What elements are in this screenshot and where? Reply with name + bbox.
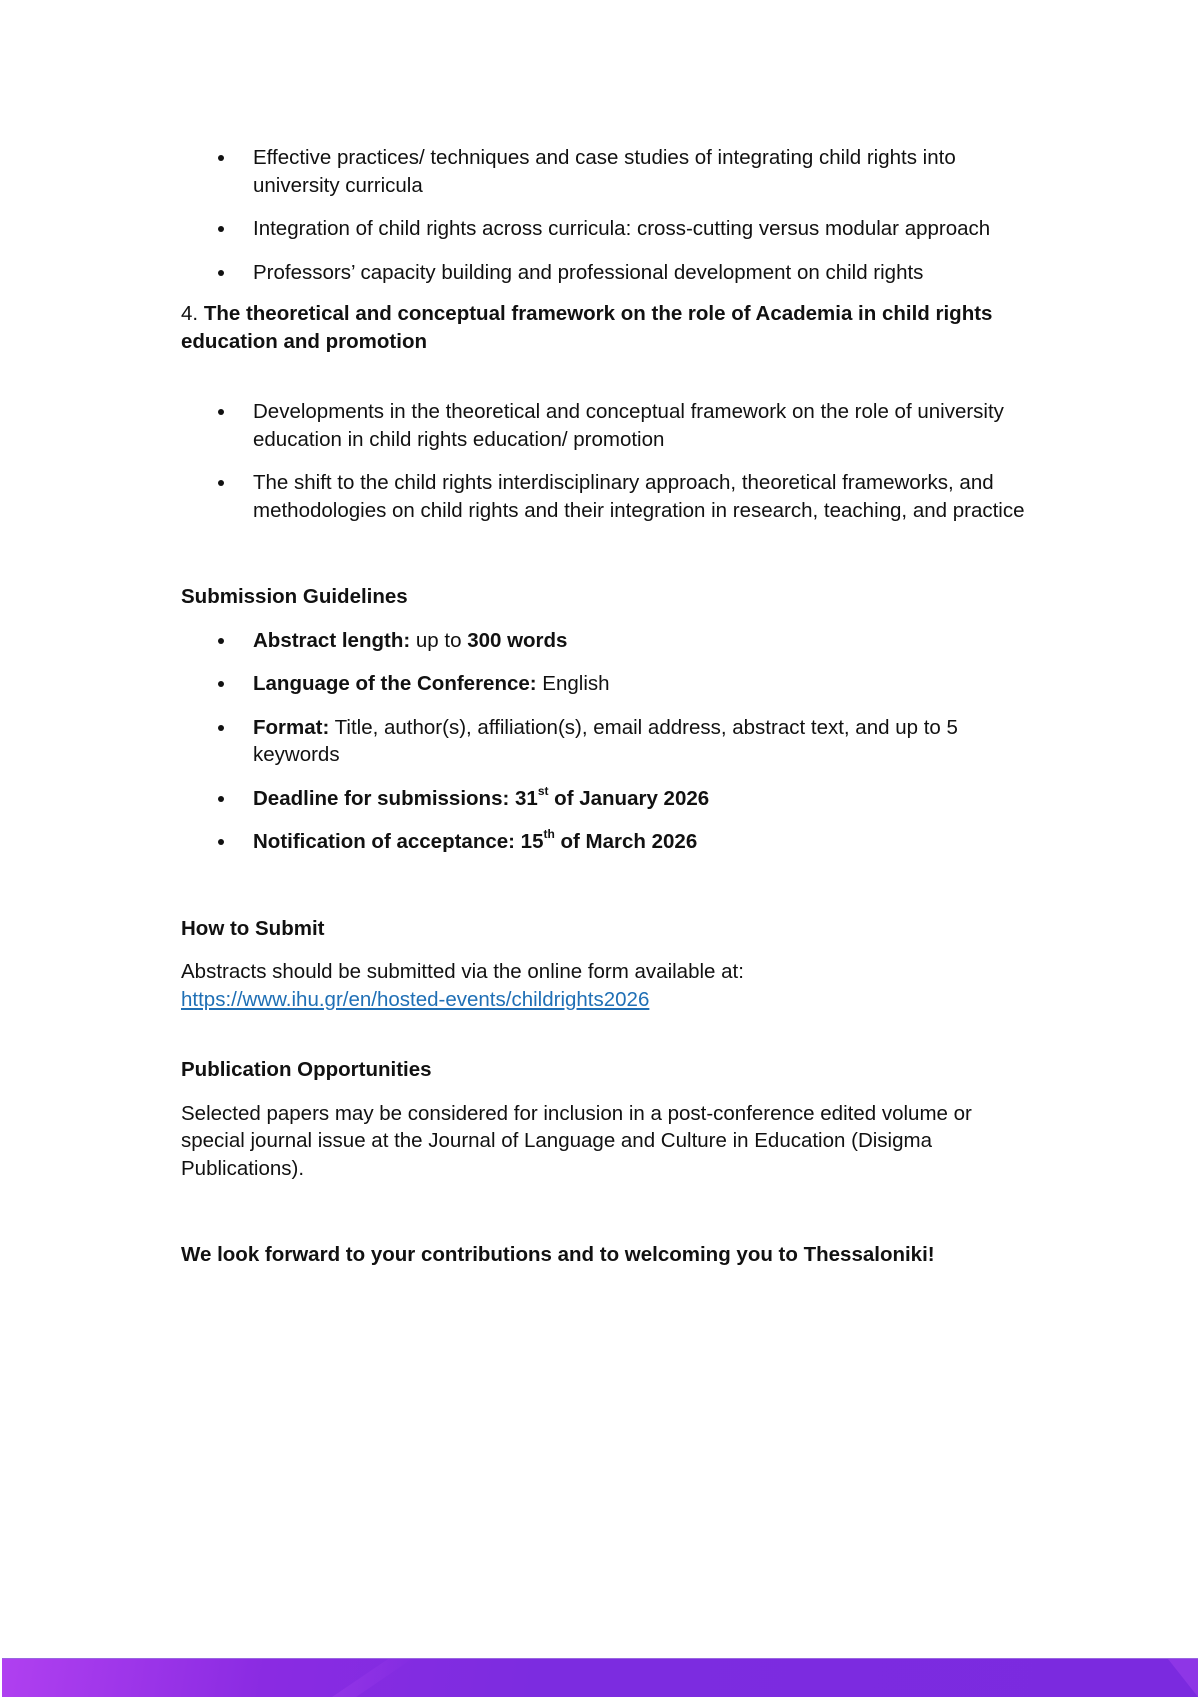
closing-message: We look forward to your contributions and to welcoming you to Thessaloniki! <box>181 1243 935 1266</box>
how-to-submit-title: How to Submit <box>181 916 325 940</box>
topic4-heading <box>181 300 1026 355</box>
topic4-bullet-list <box>181 398 1026 524</box>
publication-opportunities-title: Publication Opportunities <box>181 1058 432 1081</box>
topic4-number: 4. <box>181 302 199 325</box>
notification-suffix: th <box>543 827 555 842</box>
footer-decorative-bar <box>2 1658 1198 1697</box>
footer-light-shard <box>332 1659 412 1697</box>
list-item: Effective practices/ techniques and case studies of integrating child rights into university curricula <box>181 144 1026 199</box>
language-item <box>181 670 1026 698</box>
language-value: English <box>536 672 610 695</box>
abstract-length-value: 300 words <box>467 628 568 652</box>
notification-rest: of March 2026 <box>554 830 698 853</box>
format-item <box>181 714 1026 769</box>
list-item: Professors’ capacity building and professional development on child rights <box>181 259 1026 287</box>
notification-text <box>253 827 698 853</box>
footer-corner-accent <box>1168 1659 1198 1697</box>
abstract-length-item <box>181 627 1026 655</box>
how-to-submit-description: Abstracts should be submitted via the online form available at: <box>181 960 744 983</box>
abstract-length-text: up to <box>410 628 468 652</box>
submission-guidelines-title: Submission Guidelines <box>181 585 408 608</box>
submission-guidelines-list <box>181 627 1026 856</box>
notification-item <box>181 828 1026 856</box>
deadline-text <box>253 783 710 810</box>
topic4-title: The theoretical and conceptual framework on the role of Academia in child rights education and promotion <box>181 302 993 353</box>
publication-text: Selected papers may be considered for inclusion in a post-conference edited volume or special journal issue at the Journal of Language and Culture in Education (Disigma Publications). <box>181 1101 972 1180</box>
deadline-suffix: st <box>537 783 549 798</box>
topic3-bullet-list <box>181 144 1026 286</box>
notification-label: Notification of acceptance: 15 <box>253 830 544 853</box>
submission-form-link[interactable]: https://www.ihu.gr/en/hosted-events/childrights2026 <box>181 987 650 1011</box>
deadline-label: Deadline for submissions: 31 <box>253 786 538 810</box>
document-page <box>181 144 1026 1269</box>
abstract-length-label: Abstract length: <box>253 628 411 652</box>
list-item: The shift to the child rights interdisciplinary approach, theoretical frameworks, and methodologies on child rights and their integration in research, teaching, and practice <box>181 469 1026 524</box>
list-item: Integration of child rights across curricula: cross-cutting versus modular approach <box>181 215 1026 243</box>
how-to-submit-text <box>181 958 1026 1013</box>
list-item: Developments in the theoretical and conceptual framework on the role of university education in child rights education/ promotion <box>181 398 1026 453</box>
format-label: Format: <box>253 715 330 739</box>
deadline-item <box>181 785 1026 813</box>
format-value: Title, author(s), affiliation(s), email address, abstract text, and up to 5 keywords <box>253 715 958 766</box>
deadline-rest: of January 2026 <box>548 786 710 810</box>
language-label: Language of the Conference: <box>253 672 537 695</box>
